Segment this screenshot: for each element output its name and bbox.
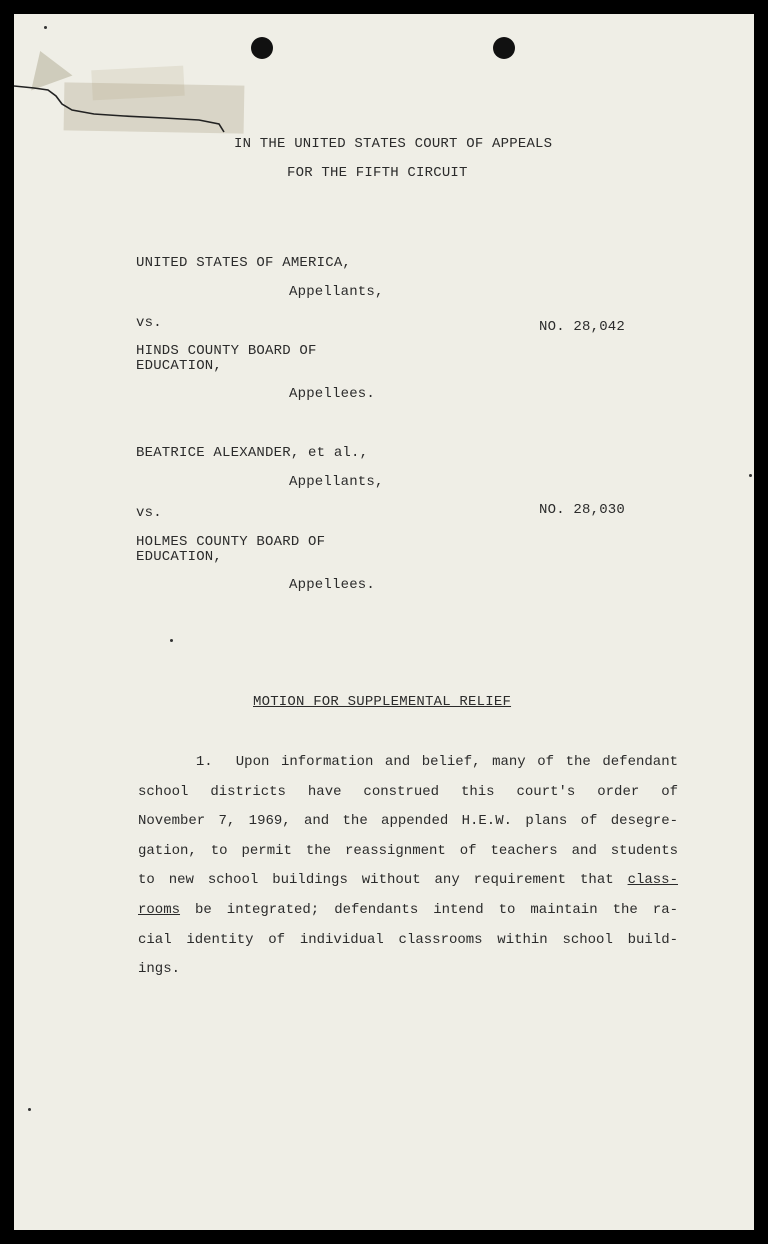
underlined-word: class-	[627, 872, 678, 889]
court-title-line2: FOR THE FIFTH CIRCUIT	[287, 165, 468, 181]
court-title-line1: IN THE UNITED STATES COURT OF APPEALS	[234, 136, 553, 152]
case1-defendant-line2: EDUCATION,	[136, 358, 223, 374]
case2-number: NO. 28,030	[539, 502, 626, 518]
punch-hole-right	[493, 37, 515, 59]
paper-tear-line	[14, 80, 244, 140]
case2-defendant-role: Appellees.	[289, 577, 376, 593]
case2-plaintiff: BEATRICE ALEXANDER, et al.,	[136, 445, 369, 461]
case1-number: NO. 28,042	[539, 319, 626, 335]
speck	[749, 474, 752, 477]
case2-plaintiff-role: Appellants,	[289, 474, 384, 490]
case2-defendant-line1: HOLMES COUNTY BOARD OF	[136, 534, 326, 550]
punch-hole-left	[251, 37, 273, 59]
case1-defendant-role: Appellees.	[289, 386, 376, 402]
paragraph-text: be integrated; defendants intend to maintain the ra-	[180, 901, 678, 918]
paragraph-text: to new school buildings without any requirement that	[138, 872, 628, 889]
motion-title: MOTION FOR SUPPLEMENTAL RELIEF	[253, 694, 512, 710]
paragraph-line	[138, 866, 678, 896]
paragraph-line: cial identity of individual classrooms within school build-	[138, 931, 678, 948]
case2-defendant-line2: EDUCATION,	[136, 549, 223, 565]
document-page	[14, 14, 754, 1230]
motion-paragraph-1	[138, 748, 678, 985]
underlined-word: rooms	[138, 901, 181, 918]
paragraph-line	[138, 896, 678, 926]
case1-versus: vs.	[136, 315, 162, 331]
speck	[44, 26, 47, 29]
paragraph-line: school districts have construed this court's order of	[138, 783, 678, 800]
speck	[28, 1108, 31, 1111]
paragraph-line: November 7, 1969, and the appended H.E.W. plans of desegre-	[138, 813, 678, 830]
case1-defendant-line1: HINDS COUNTY BOARD OF	[136, 343, 317, 359]
paragraph-line: ings.	[138, 961, 181, 978]
case2-versus: vs.	[136, 505, 162, 521]
paragraph-line: 1. Upon information and belief, many of the defendant	[138, 754, 678, 770]
speck	[170, 639, 173, 642]
paragraph-line: gation, to permit the reassignment of teachers and students	[138, 842, 678, 859]
case1-plaintiff-role: Appellants,	[289, 284, 384, 300]
case1-plaintiff: UNITED STATES OF AMERICA,	[136, 255, 352, 271]
